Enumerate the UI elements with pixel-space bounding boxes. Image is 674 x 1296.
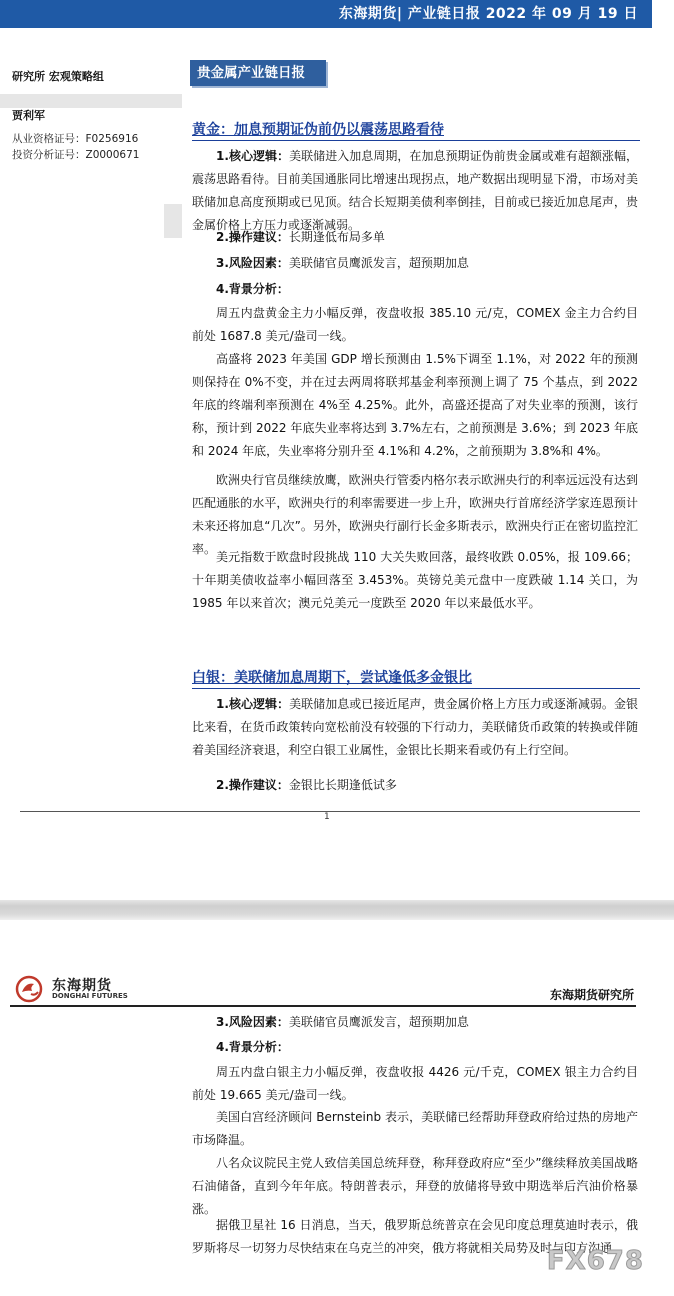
silver-bg-paragraph-3: 八名众议院民主党人致信美国总统拜登，称拜登政府应“至少”继续释放美国战略石油储备，直到今年年底。特朗普表示，拜登的放储将导致中期选举后汽油价格暴涨。 (192, 1156, 638, 1216)
gold-core-logic (192, 145, 638, 237)
gold-heading-rule (192, 140, 640, 141)
page2-header-rule (10, 1005, 636, 1007)
department-label: 研究所 宏观策略组 (12, 70, 104, 83)
header-bar (0, 0, 652, 28)
logo-chinese-name: 东海期货 (52, 978, 112, 994)
gold-bg-paragraph-3: 欧洲央行官员继续放鹰，欧洲央行管委内格尔表示欧洲央行的利率远远没有达到匹配通胀的水平，欧洲央行的利率需要进一步上升，欧洲央行首席经济学家连恩预计未来还将加息“几次”。另外，欧洲央行副行长金多斯表示，欧洲央行正在密切监控汇率。 (192, 473, 638, 556)
silver-bg-paragraph-4: 据俄卫星社 16 日消息，当天，俄罗斯总统普京在会见印度总理莫迪时表示，俄罗斯将尽一切努力尽快结束在乌克兰的冲突，俄方将就相关局势及时与印方沟通。 (192, 1218, 638, 1255)
page-footer-rule (20, 811, 640, 812)
gold-core-label: 1.核心逻辑： (216, 149, 290, 163)
silver-operation (192, 774, 638, 797)
silver-bg-label: 4.背景分析： (216, 1040, 289, 1054)
section-tag: 贵金属产业链日报 (190, 60, 326, 86)
silver-op-text: 金银比长期逢低试多 (288, 778, 397, 792)
page-number: 1 (324, 812, 330, 822)
gold-risk (192, 252, 638, 275)
gold-background-label-row (192, 278, 638, 301)
gold-bg-paragraph-1: 周五内盘黄金主力小幅反弹，夜盘收报 385.10 元/克，COMEX 金主力合约目前处 1687.8 美元/盎司一线。 (192, 306, 638, 343)
silver-risk (192, 1011, 638, 1034)
silver-core-text: 美联储加息或已接近尾声，贵金属价格上方压力或逐渐减弱。金银比来看，在货币政策转向宽松前没有较强的下行动力，美联储货币政策的转换或伴随着美国经济衰退，利空白银工业属性，金银比长期来看或仍有上行空间。 (192, 697, 638, 757)
silver-background-label-row (192, 1036, 638, 1059)
page-separator (0, 900, 674, 920)
header-title: 东海期货| 产业链日报 2022 年 09 月 19 日 (338, 6, 638, 22)
dragon-logo-icon (14, 974, 44, 1004)
gold-operation (192, 226, 638, 249)
silver-op-label: 2.操作建议： (216, 778, 289, 792)
gold-heading: 黄金：加息预期证伪前仍以震荡思路看待 (192, 122, 444, 138)
watermark-logo: FX678 (546, 1246, 644, 1276)
silver-heading-rule (192, 688, 640, 689)
gold-op-label: 2.操作建议： (216, 230, 289, 244)
institute-name: 东海期货研究所 (549, 988, 634, 1002)
practice-cert-number: 从业资格证号：F0256916 (12, 133, 139, 145)
gold-risk-label: 3.风险因素： (216, 256, 289, 270)
consult-cert-number: 投资分析证号：Z0000671 (12, 149, 140, 161)
silver-risk-text: 美联储官员鹰派发言，超预期加息 (288, 1015, 469, 1029)
silver-bg-paragraph-1: 周五内盘白银主力小幅反弹，夜盘收报 4426 元/千克，COMEX 银主力合约目前处 19.665 美元/盎司一线。 (192, 1065, 638, 1102)
silver-risk-label: 3.风险因素： (216, 1015, 289, 1029)
analyst-name: 贾利军 (12, 109, 45, 122)
gold-bg-paragraph-4: 美元指数于欧盘时段挑战 110 大关失败回落，最终收跌 0.05%，报 109.66；十年期美债收益率小幅回落至 3.453%。英镑兑美元盘中一度跌破 1.14 关口，为 1985 年以来首次；澳元兑美元一度跌至 2020 年以来最低水平。 (192, 550, 638, 610)
company-logo (14, 972, 134, 1006)
silver-core-logic (192, 693, 638, 762)
gold-bg-label: 4.背景分析： (216, 282, 289, 296)
author-sidebar (0, 58, 182, 238)
silver-bg-paragraph-2: 美国白宫经济顾问 Bernsteinb 表示，美联储已经帮助拜登政府给过热的房地产市场降温。 (192, 1110, 638, 1147)
sidebar-decoration (164, 204, 182, 238)
silver-core-label: 1.核心逻辑： (216, 697, 290, 711)
gold-risk-text: 美联储官员鹰派发言，超预期加息 (288, 256, 469, 270)
gold-op-text: 长期逢低布局多单 (288, 230, 385, 244)
gold-bg-paragraph-2: 高盛将 2023 年美国 GDP 增长预测由 1.5%下调至 1.1%，对 2022 年的预测则保持在 0%不变，并在过去两周将联邦基金利率预测上调了 75 个基点，到 2022 年底的终端利率预测在 4%至 4.25%。此外，高盛还提高了对失业率的预测，该行称，预计到 2022 年底失业率将达到 3.7%左右，之前预测是 3.6%；到 2023 年底和 2024 年底，失业率将分别升至 4.1%和 4.2%，之前预期为 3.8%和 4%。 (192, 352, 638, 458)
sidebar-band (0, 94, 182, 108)
gold-core-text: 美联储进入加息周期，在加息预期证伪前贵金属或难有超额涨幅，震荡思路看待。目前美国通胀同比增速出现拐点，地产数据出现明显下滑，市场对美联储加息高度预期或已见顶。结合长短期美债利率倒挂，目前或已接近加息尾声，贵金属价格上方压力或逐渐减弱。 (192, 149, 638, 232)
logo-english-name: DONGHAI FUTURES (52, 992, 128, 1000)
silver-heading: 白银：美联储加息周期下，尝试逢低多金银比 (192, 670, 472, 686)
